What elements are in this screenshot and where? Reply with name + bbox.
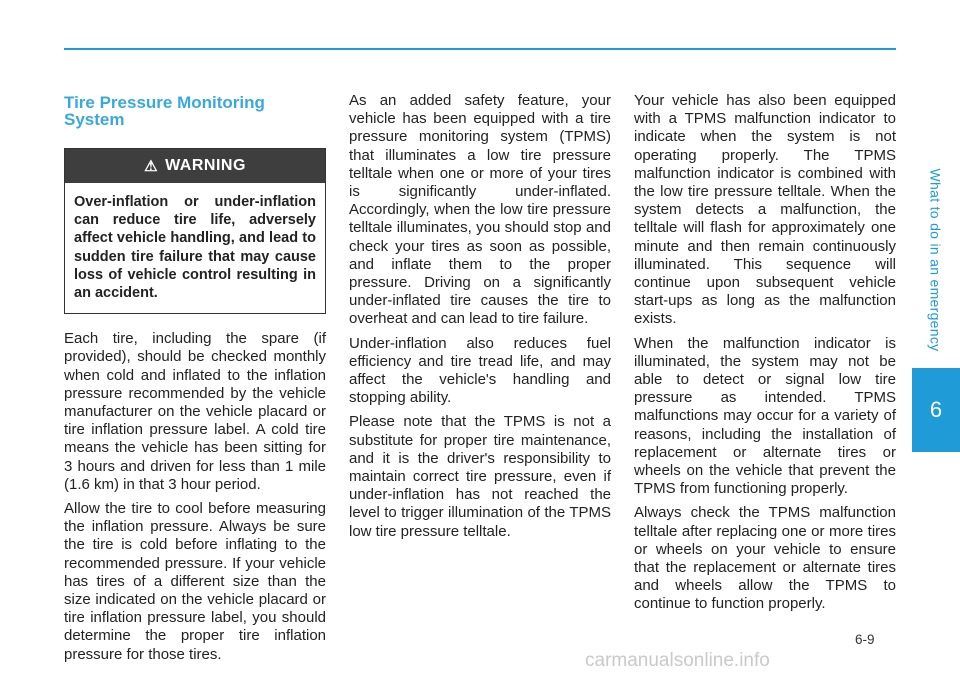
page-number: 6-9 — [855, 632, 875, 647]
chapter-tab — [912, 368, 960, 452]
warning-header — [65, 149, 325, 183]
paragraph: When the malfunction indicator is illuminated, the system may not be able to detect or signal low tire pressure as intended. TPMS malfunctions may occur for a variety of reasons, including the installation of replacement or alternate tires or wheels on the vehicle that prevent the TPMS from functioning properly. — [634, 334, 896, 498]
column-2 — [349, 92, 611, 547]
header-rule — [64, 48, 896, 50]
warning-triangle-icon: ⚠ — [144, 158, 159, 175]
chapter-number: 6 — [929, 397, 943, 422]
paragraph: Allow the tire to cool before measuring the inflation pressure. Always be sure the tire is cold before inflating to the recommended pressure. If your vehicle has tires of a different size than the size indicated on the vehicle placard or tire inflation pressure label, you should determine the proper tire inflation pressure for those tires. — [64, 500, 326, 663]
watermark: carmanualsonline.info — [585, 650, 770, 671]
warning-label: WARNING — [165, 157, 246, 174]
paragraph: Always check the TPMS malfunction telltale after replacing one or more tires or wheels on your vehicle to ensure that the replacement or alternate tires and wheels allow the TPMS to continue to function properly. — [634, 504, 896, 613]
chapter-side-title-text: What to do in an emergency — [927, 168, 943, 352]
chapter-side-title — [910, 160, 960, 360]
paragraph: Please note that the TPMS is not a substitute for proper tire maintenance, and it is the driver's responsibility to maintain correct tire pressure, even if under-inflation has not reached the level to trigger illumination of the TPMS low tire pressure telltale. — [349, 413, 611, 540]
paragraph: Your vehicle has also been equipped with a TPMS malfunction indicator to indicate when the system is not operating properly. The TPMS malfunction indicator is combined with the low tire pressure telltale. When the system detects a malfunction, the telltale will flash for approximately one minute and then remain continuously illuminated. This sequence will continue upon subsequent vehicle start-ups as long as the malfunction exists. — [634, 92, 896, 328]
warning-text: Over-inflation or under-inflation can reduce tire life, adversely affect vehicle handling, and lead to sudden tire failure that may cause loss of vehicle control resulting in an accident. — [74, 194, 316, 302]
column-3 — [634, 92, 896, 620]
paragraph: As an added safety feature, your vehicle has been equipped with a tire pressure monitoring system (TPMS) that illuminates a low tire pressure telltale when one or more of your tires is significantly under-inflated. Accordingly, when the low tire pressure telltale illuminates, you should stop and check your tires as soon as possible, and inflate them to the proper pressure. Driving on a significantly under-inflated tire causes the tire to overheat and can lead to tire failure. — [349, 92, 611, 328]
warning-box — [64, 148, 326, 314]
column-1 — [64, 92, 326, 670]
section-title: Tire Pressure Monitoring System — [64, 93, 265, 129]
paragraph: Each tire, including the spare (if provided), should be checked monthly when cold and inflated to the inflation pressure recommended by the vehicle manufacturer on the vehicle placard or tire inflation pressure label. A cold tire means the vehicle has been sitting for 3 hours and driven for less than 1 mile (1.6 km) in that 3 hour period. — [64, 330, 326, 493]
paragraph: Under-inflation also reduces fuel efficiency and tire tread life, and may affect the vehicle's handling and stopping ability. — [349, 334, 611, 407]
